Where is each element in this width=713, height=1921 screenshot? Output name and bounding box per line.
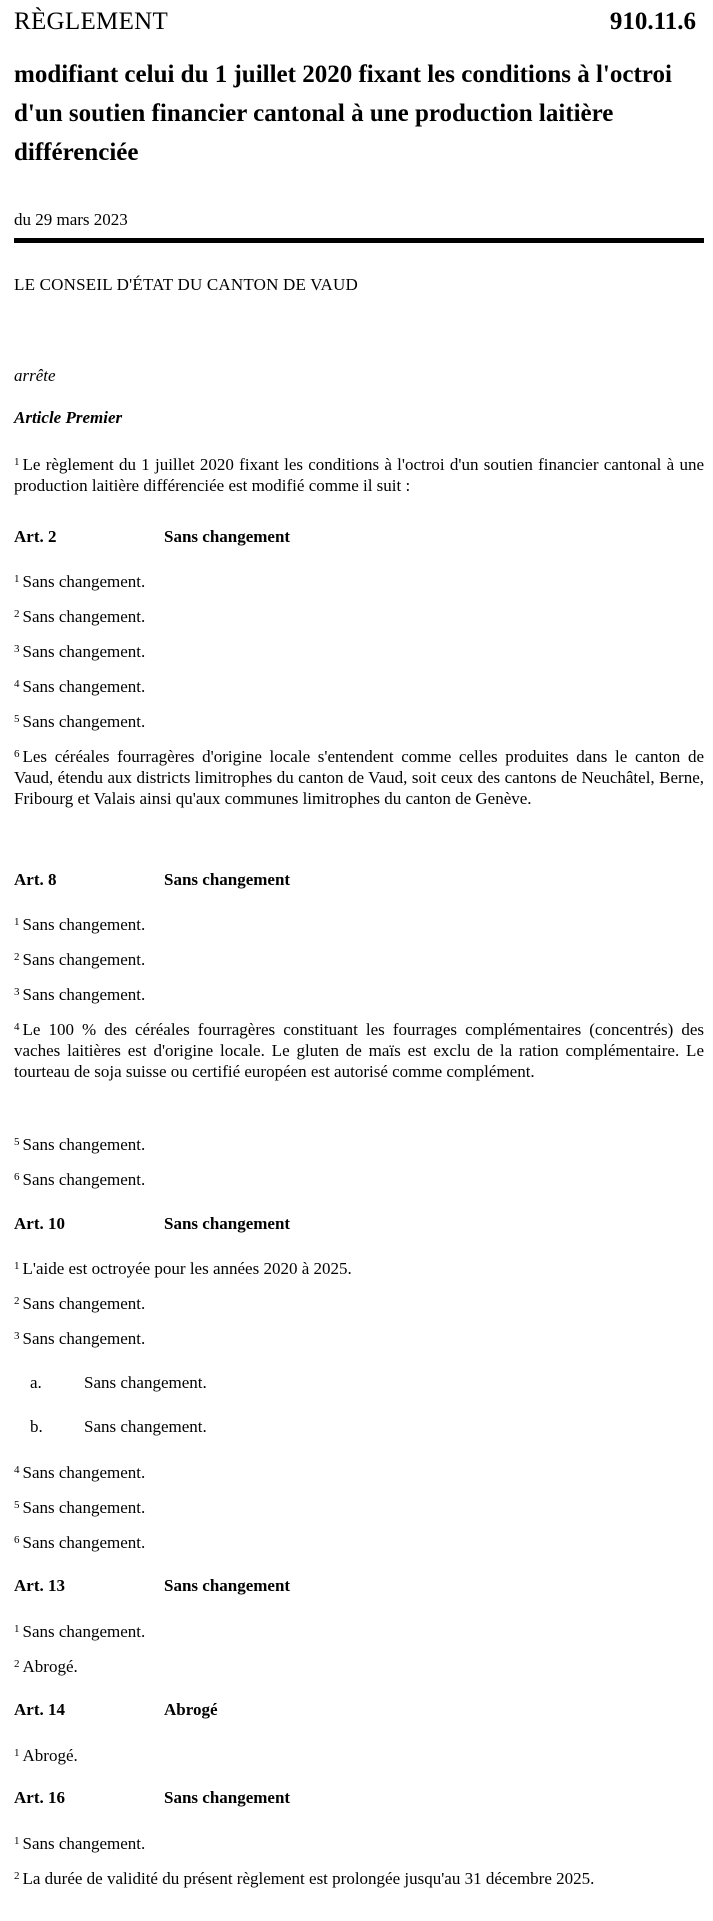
paragraph-text: Sans changement. — [22, 572, 146, 591]
paragraph-number: 2 — [14, 608, 20, 620]
art8-paragraph-6 — [14, 1169, 704, 1190]
art8-paragraph-3 — [14, 984, 704, 1005]
paragraph-text: Sans changement. — [22, 712, 146, 731]
article-number: Art. 13 — [14, 1576, 65, 1595]
paragraph-text: Sans changement. — [22, 985, 146, 1004]
list-text: Sans changement. — [84, 1373, 207, 1392]
art16-paragraph-1 — [14, 1833, 704, 1854]
art10-paragraph-6 — [14, 1532, 704, 1553]
art2-paragraph-5 — [14, 711, 704, 732]
art8-paragraph-2 — [14, 949, 704, 970]
list-text: Sans changement. — [84, 1417, 207, 1436]
article-10-heading — [14, 1214, 290, 1234]
paragraph-text: Sans changement. — [22, 1622, 146, 1641]
paragraph-number: 6 — [14, 1534, 20, 1546]
document-number: 910.11.6 — [609, 8, 696, 35]
paragraph-text: Abrogé. — [22, 1657, 78, 1676]
paragraph-text: Les céréales fourragères d'origine locale s'entendent comme celles produites dans le canton de Vaud, étendu aux districts limitrophes du canton de Vaud, soit ceux des cantons de Neuchâtel, Berne, Fribourg et Valais ainsi qu'aux communes limitrophes du canton de Genève. — [14, 747, 704, 808]
paragraph-text: Sans changement. — [22, 1135, 146, 1154]
art8-paragraph-1 — [14, 914, 704, 935]
art10-paragraph-3 — [14, 1328, 704, 1349]
art8-paragraph-4 — [14, 1019, 704, 1082]
art10-paragraph-1 — [14, 1258, 704, 1279]
art2-paragraph-2 — [14, 606, 704, 627]
paragraph-number: 6 — [14, 1171, 20, 1183]
paragraph-text: Sans changement. — [22, 1533, 146, 1552]
paragraph-text: La durée de validité du présent règlement est prolongée jusqu'au 31 décembre 2025. — [22, 1869, 595, 1888]
paragraph-text: Sans changement. — [22, 1463, 146, 1482]
art2-paragraph-1 — [14, 571, 704, 592]
document-date: du 29 mars 2023 — [14, 210, 128, 229]
document-header — [14, 0, 704, 44]
art2-paragraph-6 — [14, 746, 704, 809]
paragraph-number: 1 — [14, 573, 20, 585]
article-title: Sans changement — [164, 1788, 291, 1807]
article-premier-heading: Article Premier — [14, 408, 123, 427]
header-divider — [14, 238, 704, 243]
paragraph-text: Le 100 % des céréales fourragères constituant les fourrages complémentaires (concentrés) des vaches laitières est d'origine locale. Le gluten de maïs est exclu de la ration complémentaire. Le tourteau de soja suisse ou certifié européen est autorisé comme complément. — [14, 1020, 704, 1081]
paragraph-text: Le règlement du 1 juillet 2020 fixant les conditions à l'octroi d'un soutien financier cantonal à une production laitière différenciée est modifié comme il suit : — [14, 455, 704, 495]
paragraph-number: 1 — [14, 1623, 20, 1635]
article-number: Art. 10 — [14, 1214, 65, 1233]
paragraph-text: Sans changement. — [22, 1498, 146, 1517]
paragraph-text: L'aide est octroyée pour les années 2020 à 2025. — [22, 1259, 352, 1278]
art2-paragraph-3 — [14, 641, 704, 662]
document-type: RÈGLEMENT — [14, 8, 169, 35]
article-title: Sans changement — [164, 1576, 291, 1595]
paragraph-number: 5 — [14, 1136, 20, 1148]
art13-paragraph-2 — [14, 1656, 704, 1677]
paragraph-text: Sans changement. — [22, 607, 146, 626]
paragraph-number: 2 — [14, 1658, 20, 1670]
article-number: Art. 16 — [14, 1788, 65, 1807]
paragraph-number: 2 — [14, 1870, 20, 1882]
paragraph-number: 4 — [14, 1021, 20, 1033]
article-title: Abrogé — [164, 1700, 218, 1719]
paragraph-text: Sans changement. — [22, 1170, 146, 1189]
article-premier-paragraph — [14, 454, 704, 496]
article-number: Art. 2 — [14, 527, 57, 546]
article-16-heading — [14, 1788, 290, 1808]
paragraph-number: 1 — [14, 1747, 20, 1759]
article-title: Sans changement — [164, 527, 291, 546]
article-8-heading — [14, 870, 290, 890]
paragraph-number: 1 — [14, 456, 20, 468]
paragraph-number: 2 — [14, 1295, 20, 1307]
list-marker: b. — [30, 1417, 43, 1436]
article-number: Art. 14 — [14, 1700, 65, 1719]
article-number: Art. 8 — [14, 870, 57, 889]
paragraph-number: 3 — [14, 1330, 20, 1342]
document-page — [14, 0, 704, 1888]
issuing-authority: LE CONSEIL D'ÉTAT DU CANTON DE VAUD — [14, 275, 358, 294]
paragraph-text: Sans changement. — [22, 642, 146, 661]
paragraph-number: 2 — [14, 951, 20, 963]
paragraph-number: 1 — [14, 1260, 20, 1272]
paragraph-text: Sans changement. — [22, 950, 146, 969]
paragraph-number: 5 — [14, 713, 20, 725]
article-14-heading — [14, 1700, 218, 1720]
list-marker: a. — [30, 1373, 42, 1392]
document-title: modifiant celui du 1 juillet 2020 fixant les conditions à l'octroi d'un soutien financier cantonal à une production laitière différenciée — [14, 61, 672, 166]
paragraph-number: 1 — [14, 1835, 20, 1847]
art2-paragraph-4 — [14, 676, 704, 697]
paragraph-number: 3 — [14, 643, 20, 655]
art13-paragraph-1 — [14, 1621, 704, 1642]
paragraph-number: 3 — [14, 986, 20, 998]
paragraph-number: 6 — [14, 748, 20, 760]
paragraph-text: Sans changement. — [22, 915, 146, 934]
paragraph-text: Sans changement. — [22, 1294, 146, 1313]
art10-paragraph-4 — [14, 1462, 704, 1483]
decree-word: arrête — [14, 366, 56, 385]
art10-paragraph-5 — [14, 1497, 704, 1518]
article-2-heading — [14, 527, 290, 547]
article-title: Sans changement — [164, 870, 291, 889]
paragraph-text: Sans changement. — [22, 1329, 146, 1348]
paragraph-number: 5 — [14, 1499, 20, 1511]
art16-paragraph-2 — [14, 1868, 704, 1889]
paragraph-text: Sans changement. — [22, 677, 146, 696]
paragraph-text: Abrogé. — [22, 1746, 78, 1765]
article-13-heading — [14, 1576, 290, 1596]
art14-paragraph-1 — [14, 1745, 704, 1766]
art8-paragraph-5 — [14, 1134, 704, 1155]
paragraph-number: 4 — [14, 678, 20, 690]
paragraph-number: 4 — [14, 1464, 20, 1476]
art10-paragraph-2 — [14, 1293, 704, 1314]
paragraph-text: Sans changement. — [22, 1834, 146, 1853]
paragraph-number: 1 — [14, 916, 20, 928]
article-title: Sans changement — [164, 1214, 291, 1233]
